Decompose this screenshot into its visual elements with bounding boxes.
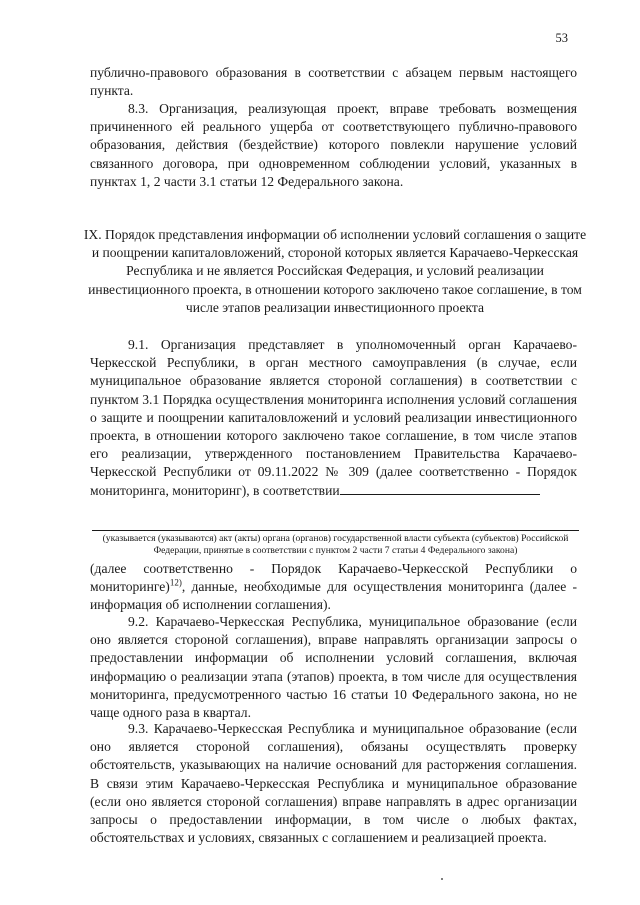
footnote-text: (указывается (указываются) акт (акты) органа (органов) государственной власти субъекта (субъектов) Российской Федерации, принятые в соответствии с пунктом 2 части 7 статьи 4 Федерального закона) <box>102 533 569 557</box>
paragraph-continuation: публично-правового образования в соответствии с абзацем первым настоящего пункта. <box>90 65 577 99</box>
paragraph-9-1-continuation <box>90 560 577 615</box>
paragraph-9-1 <box>90 336 577 500</box>
continuation-text-a: (далее соответственно - Порядок Карачаево-Черкесской Республики о мониторинге) <box>90 561 577 595</box>
footnote-separator <box>92 530 579 531</box>
paragraph-8-3: 8.3. Организация, реализующая проект, вправе требовать возмещения причиненного ей реального ущерба от соответствующего публично-правового образования, действия (бездействие) которого повлекли нарушение условий связанного договора, при одновременном соблюдении условий, указанных в пунктах 1, 2 части 3.1 статьи 12 Федерального закона. <box>90 101 577 189</box>
page-number: 53 <box>555 31 568 45</box>
section-heading: IX. Порядок представления информации об исполнении условий соглашения о защите и поощрении капиталовложений, стороной которых является Карачаево-Черкесская Республика и не является Российская Федерация, и условий реализации инвестиционного проекта, в отношении которого заключено такое соглашение, в том числе этапов реализации инвестиционного проекта <box>83 227 587 315</box>
continuation-text-b: , данные, необходимые для осуществления мониторинга (далее - информация об исполнении соглашения). <box>90 579 577 613</box>
fill-in-blank <box>340 482 540 495</box>
scan-speck <box>441 878 443 880</box>
paragraph-9-2: 9.2. Карачаево-Черкесская Республика, муниципальное образование (если оно является стороной соглашения), вправе направлять организации запросы о предоставлении информации об исполнении условий соглашения, включая информацию о реализации этапа (этапов) проекта, в том числе для осуществления мониторинга, предусмотренного частью 16 статьи 10 Федерального закона, но не чаще одного раза в квартал. <box>90 614 577 721</box>
paragraph-9-3: 9.3. Карачаево-Черкесская Республика и муниципальное образование (если оно является стороной соглашения), обязаны осуществлять проверку обстоятельств, указывающих на наличие оснований для расторжения соглашения. В связи этим Карачаево-Черкесская Республика и муниципальное образование (если оно является стороной соглашения) вправе направлять в адрес организации запросы о предоставлении информации, в том числе о любых фактах, обстоятельствах и условиях, связанных с соглашением и реализацией проекта. <box>90 721 577 846</box>
footnote-ref: 12) <box>169 577 182 588</box>
paragraph-9-1-text: 9.1. Организация представляет в уполномоченный орган Карачаево-Черкесской Республики, в орган местного самоуправления (в случае, если муниципальное образование является стороной соглашения) в соответствии с пунктом 3.1 Порядка осуществления мониторинга исполнения условий соглашения о защите и поощрении капиталовложений и условий реализации инвестиционного проекта, в отношении которого заключено такое соглашение, в том числе этапов его реализации, утвержденного постановлением Правительства Карачаево-Черкесской Республики от 09.11.2022 № 309 (далее соответственно - Порядок мониторинга, мониторинг), в соответствии <box>90 337 577 498</box>
